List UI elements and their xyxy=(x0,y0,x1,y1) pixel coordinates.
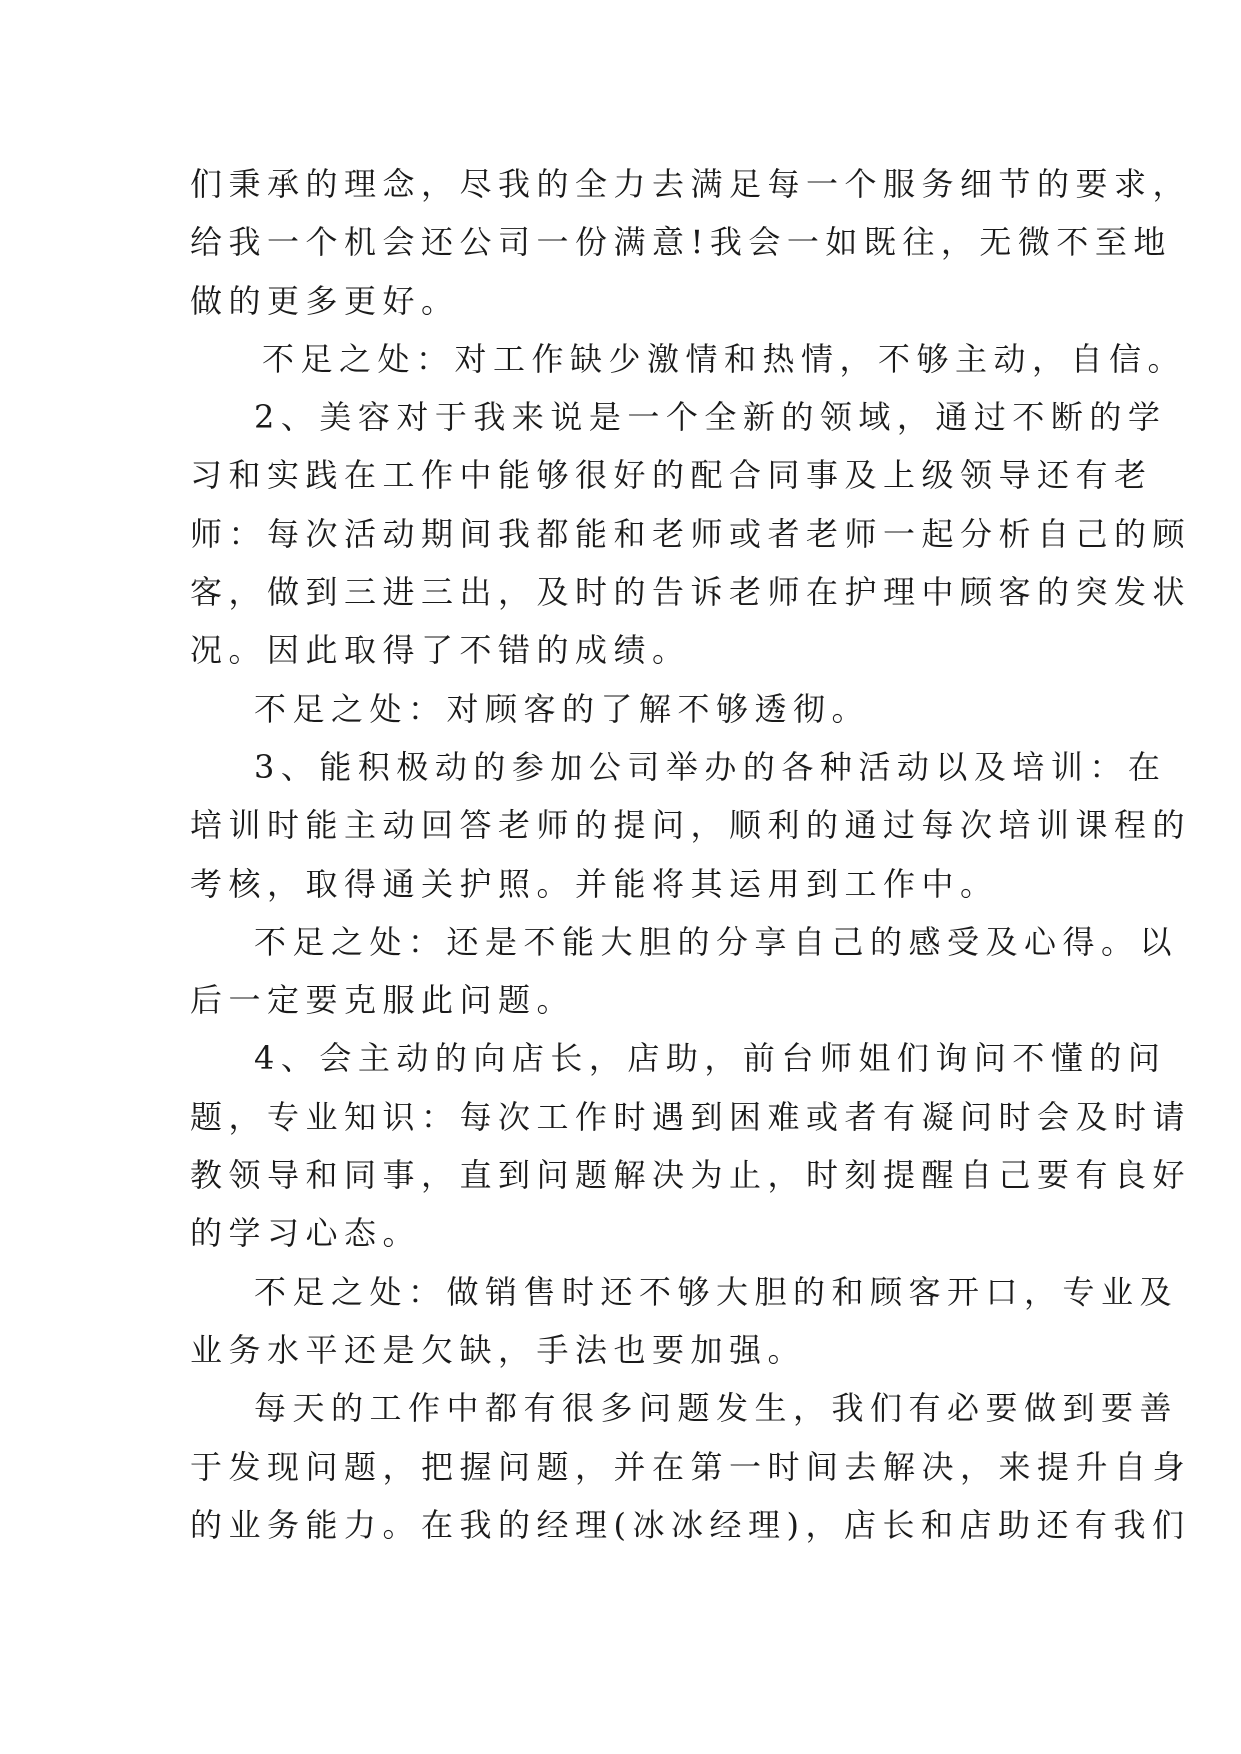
text-line: 客，做到三进三出，及时的告诉老师在护理中顾客的突发状 xyxy=(190,573,1192,612)
text-line: 不足之处：对工作缺少激情和热情，不够主动，自信。 xyxy=(262,339,1187,378)
text-line: 不足之处：对顾客的了解不够透彻。 xyxy=(254,689,871,728)
text-line: 每天的工作中都有很多问题发生，我们有必要做到要善 xyxy=(254,1389,1179,1428)
text-line: 们秉承的理念，尽我的全力去满足每一个服务细节的要求， xyxy=(190,165,1192,203)
text-line: 的业务能力。在我的经理(冰冰经理)，店长和店助还有我们 xyxy=(190,1505,1191,1544)
text-line: 教领导和同事，直到问题解决为止，时刻提醒自己要有良好 xyxy=(190,1156,1192,1195)
text-line: 不足之处：还是不能大胆的分享自己的感受及心得。以 xyxy=(254,922,1179,961)
text-line: 题，专业知识：每次工作时遇到困难或者有凝问时会及时请 xyxy=(190,1097,1192,1136)
text-line: 3、能积极动的参加公司举办的各种活动以及培训：在 xyxy=(254,747,1167,786)
text-line: 师：每次活动期间我都能和老师或者老师一起分析自己的顾 xyxy=(190,514,1192,553)
text-line: 不足之处：做销售时还不够大胆的和顾客开口，专业及 xyxy=(254,1272,1179,1311)
text-line: 给我一个机会还公司一份满意!我会一如既往，无微不至地 xyxy=(190,223,1172,262)
text-line: 的学习心态。 xyxy=(190,1214,422,1253)
text-line: 后一定要克服此问题。 xyxy=(190,981,576,1020)
text-line: 考核，取得通关护照。并能将其运用到工作中。 xyxy=(190,864,999,903)
text-line: 于发现问题，把握问题，并在第一时间去解决，来提升自身 xyxy=(190,1447,1192,1486)
text-line: 业务水平还是欠缺，手法也要加强。 xyxy=(190,1330,807,1369)
text-line: 况。因此取得了不错的成绩。 xyxy=(190,631,691,670)
text-line: 2、美容对于我来说是一个全新的领域，通过不断的学 xyxy=(254,398,1167,437)
document-body xyxy=(190,155,1192,1554)
text-line: 培训时能主动回答老师的提问，顺利的通过每次培训课程的 xyxy=(190,806,1192,845)
text-line: 习和实践在工作中能够很好的配合同事及上级领导还有老 xyxy=(190,456,1153,495)
text-line: 做的更多更好。 xyxy=(190,281,460,320)
text-line: 4、会主动的向店长，店助，前台师姐们询问不懂的问 xyxy=(254,1039,1167,1078)
